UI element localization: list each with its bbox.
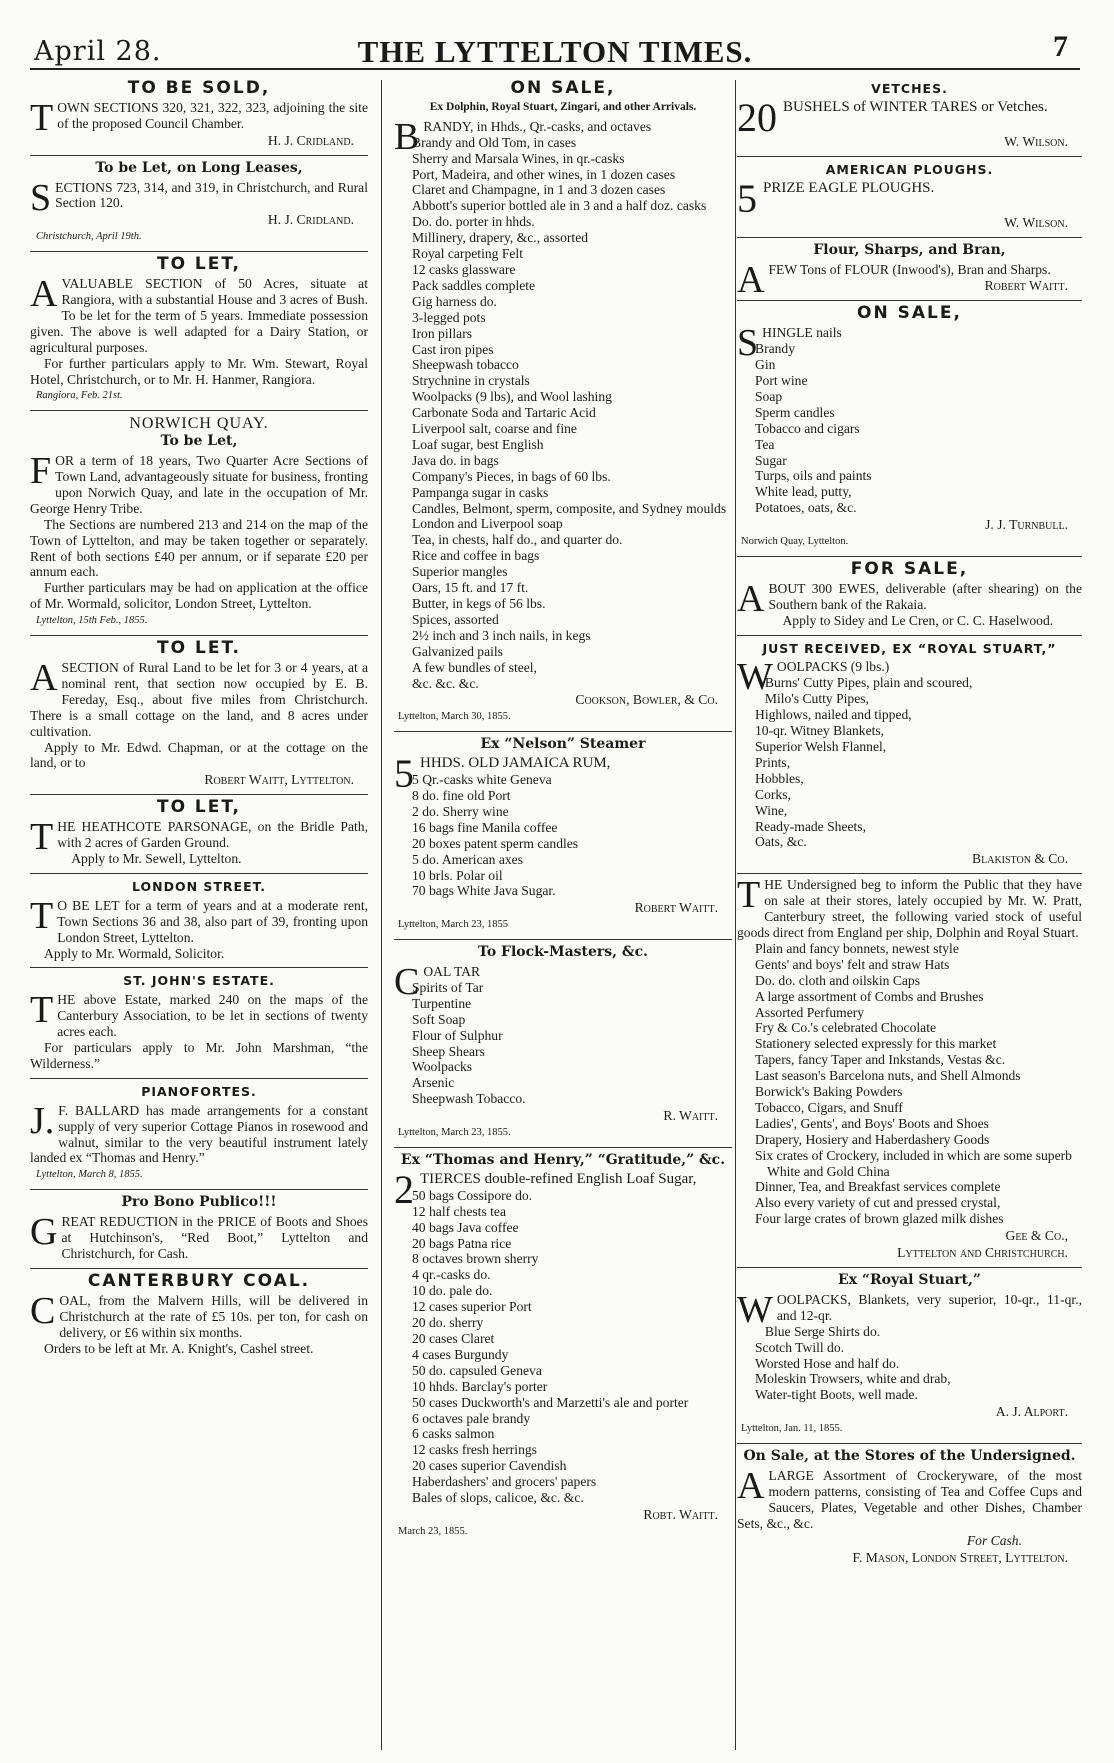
ad-date: Lyttelton, March 8, 1855. <box>36 1169 143 1181</box>
list-item: Scotch Twill do. <box>755 1339 845 1355</box>
column-rule <box>381 80 382 1750</box>
ad-paragraph: For further particulars apply to Mr. Wm. Stewart, Royal Hotel, Christchurch, or to Mr. H. Hanmer, Rangiora. <box>30 355 368 387</box>
ad-col1 <box>30 874 368 969</box>
ad-signature: Robert Waitt. <box>984 278 1068 294</box>
list-item: Ladies', Gents', and Boys' Boots and Shoes <box>755 1115 989 1131</box>
list-item: 12 half chests tea <box>412 1203 506 1219</box>
list-item: Soap <box>755 388 783 404</box>
list-item: Six crates of Crockery, included in which are some superb White and Gold China <box>755 1147 1072 1179</box>
item-list <box>394 980 732 1107</box>
list-item: 50 bags Cossipore do. <box>412 1187 533 1203</box>
list-item: Hobbles, <box>755 770 804 786</box>
list-item: Iron pillars <box>412 325 473 341</box>
ad-body: SECTIONS 723, 314, and 319, in Christchurch, and Rural Section 120. <box>30 176 368 219</box>
list-item: Moleskin Trowsers, white and drab, <box>755 1371 951 1387</box>
list-item: 50 cases Duckworth's and Marzetti's ale and porter <box>412 1394 689 1410</box>
list-item: Borwick's Baking Powders <box>755 1084 903 1100</box>
list-item: 70 bags White Java Sugar. <box>412 883 556 899</box>
list-item: Do. do. cloth and oilskin Caps <box>755 972 921 988</box>
ad-paragraph: Apply to Mr. Sewell, Lyttelton. <box>71 850 242 866</box>
list-item: Burns' Cutty Pipes, plain and scoured, <box>764 675 973 691</box>
ad-title: CANTERBURY COAL. <box>87 1270 311 1291</box>
ad-col1 <box>30 968 368 1078</box>
list-item: 20 do. sherry <box>412 1315 484 1331</box>
ad-body-text: BUSHELS of WINTER TARES or Vetches. <box>783 98 1048 115</box>
ad-title: AMERICAN PLOUGHS. <box>825 161 994 177</box>
ad-col1 <box>30 76 368 156</box>
list-item: &c. &c. &c. <box>412 675 479 691</box>
ad-date: Lyttelton, March 30, 1855. <box>398 711 511 723</box>
list-item: 5 do. American axes <box>412 851 523 867</box>
list-item: Turpentine <box>412 995 472 1011</box>
list-item: Corks, <box>755 786 791 802</box>
list-item: Cast iron pipes <box>412 341 494 357</box>
list-item: Butter, in kegs of 56 lbs. <box>412 596 546 611</box>
list-item: 20 boxes patent sperm candles <box>412 835 579 851</box>
ad-signature: W. Wilson. <box>1004 133 1068 149</box>
ad-date: Rangiora, Feb. 21st. <box>36 390 123 402</box>
item-list <box>737 1324 1082 1404</box>
list-item: Woolpacks <box>412 1059 473 1075</box>
list-item: Spices, assorted <box>412 611 499 627</box>
ad-undersigned-gee <box>737 874 1082 1268</box>
list-item: Tea <box>755 436 775 452</box>
ad-subtitle: To be Let, <box>160 433 238 450</box>
ad-body: THE HEATHCOTE PARSONAGE, on the Bridle Path, with 2 acres of Garden Ground. <box>30 816 368 859</box>
list-item: 40 bags Java coffee <box>412 1219 519 1235</box>
ad-title: TO LET, <box>156 797 242 818</box>
ad-signature: Robert Waitt. <box>634 900 718 916</box>
list-item: 12 casks fresh herrings <box>412 1442 537 1458</box>
ad-body <box>737 94 1082 140</box>
list-item: Port, Madeira, and other wines, in 1 dozen cases <box>412 166 676 182</box>
list-item: London and Liverpool soap <box>412 516 563 532</box>
ad-title: To be Let, on Long Leases, <box>95 159 303 176</box>
ad-royal-stuart <box>737 1268 1082 1444</box>
list-item: Gig harness do. <box>412 293 497 309</box>
ad-first-text: HHDS. OLD JAMAICA RUM, <box>420 755 611 772</box>
ad-body: WOOLPACKS, Blankets, very superior, 10-qr., 11-qr., and 12-qr. <box>737 1288 1082 1331</box>
ad-nelson-steamer <box>394 732 732 940</box>
list-item: 16 bags fine Manila coffee <box>412 819 558 835</box>
ad-first-line: SHINGLE nails <box>737 322 842 365</box>
ad-col1 <box>30 252 368 411</box>
list-item: Tobacco and cigars <box>755 420 860 436</box>
list-item: Potatoes, oats, &c. <box>755 500 857 516</box>
ad-body: AVALUABLE SECTION of 50 Acres, situate at Rangiora, with a substantial House and 3 acres of Bush. To be let for the term of 5 years. Immediate possession given. The above is well adapted for a Dairy Station, or agricultural purposes. <box>30 273 368 355</box>
list-item: Do. do. porter in hhds. <box>412 214 535 230</box>
ad-body <box>737 175 1082 221</box>
ad-col1 <box>30 795 368 874</box>
list-item: Port wine <box>755 372 808 388</box>
masthead <box>30 14 1080 70</box>
ad-vetches <box>737 76 1082 157</box>
list-item: Millinery, drapery, &c., assorted <box>412 230 589 246</box>
list-item: Stationery selected expressly for this market <box>755 1036 997 1052</box>
ad-date: Lyttelton, March 23, 1855. <box>398 1127 511 1139</box>
list-item: Dinner, Tea, and Breakfast services complete <box>755 1179 1001 1195</box>
list-item: Pampanga sugar in casks <box>412 484 549 500</box>
list-item: A large assortment of Combs and Brushes <box>755 988 984 1004</box>
ad-title: TO LET, <box>156 254 242 275</box>
ad-body: ASECTION of Rural Land to be let for 3 or 4 years, at a nominal rent, that section now occupied by E. B. Fereday, Esq., about five miles from Christchurch. There is a small cottage on the land, and 8 acres under cultivation. <box>30 657 368 739</box>
list-item: Four large crates of brown glazed milk dishes <box>755 1211 1004 1227</box>
drop-number: 20 <box>737 94 777 140</box>
ad-title: ON SALE, <box>857 303 962 324</box>
list-item: 20 bags Patna rice <box>412 1235 512 1251</box>
list-item: 6 casks salmon <box>412 1426 495 1442</box>
list-item: Candles, Belmont, sperm, composite, and Sydney moulds <box>412 500 727 516</box>
column-middle <box>394 76 732 1756</box>
ad-paragraph: Orders to be left at Mr. A. Knight's, Cashel street. <box>44 1340 314 1356</box>
list-item: 5 Qr.-casks white Geneva <box>412 772 552 788</box>
ad-signature-place: Lyttelton and Christchurch. <box>897 1245 1068 1261</box>
ad-note: For Cash. <box>966 1532 1022 1548</box>
ad-thomas-and-henry <box>394 1148 732 1546</box>
item-list <box>737 675 1082 850</box>
list-item: 8 octaves brown sherry <box>412 1251 539 1267</box>
ad-title: TO BE SOLD, <box>127 78 271 98</box>
ad-body: TOWN SECTIONS 320, 321, 322, 323, adjoining the site of the proposed Council Chamber. <box>30 96 368 139</box>
list-item: White lead, putty, <box>755 484 852 500</box>
ad-col1 <box>30 1190 368 1269</box>
ad-signature: A. J. Alport. <box>995 1404 1068 1420</box>
ad-body: TO BE LET for a term of years and at a moderate rent, Town Sections 36 and 38, also part of 39, fronting upon London Street, Lyttelton. <box>30 894 368 945</box>
ad-body: GREAT REDUCTION in the PRICE of Boots and Shoes at Hutchinson's, “Red Boot,” Lyttelton and Christchurch, for Cash. <box>30 1211 368 1261</box>
list-item: Brandy <box>755 341 796 357</box>
drop-number: 5 <box>394 751 414 797</box>
list-item: Prints, <box>755 754 791 770</box>
ad-col1 <box>30 156 368 253</box>
ad-paragraph: The Sections are numbered 213 and 214 on the map of the Town of Lyttelton, and may be taken together or separately. Rent of both sections £40 per annum, or if separate £20 per annum each. <box>30 516 368 580</box>
ad-title: FOR SALE, <box>850 558 969 579</box>
list-item: Also every variety of cut and pressed crystal, <box>755 1195 1001 1211</box>
list-item: 10 hhds. Barclay's porter <box>412 1378 548 1394</box>
ad-just-received <box>737 636 1082 875</box>
ad-body-text: PRIZE EAGLE PLOUGHS. <box>763 179 935 196</box>
ad-american-ploughs <box>737 157 1082 238</box>
ad-title: ON SALE, <box>510 78 616 98</box>
column-right <box>737 76 1082 1756</box>
list-item: Rice and coffee in bags <box>412 548 540 564</box>
list-item: Spirits of Tar <box>412 979 484 995</box>
ad-title: TO LET. <box>157 638 241 659</box>
list-item: 12 casks glassware <box>412 261 516 277</box>
ad-date: Christchurch, April 19th. <box>36 231 142 243</box>
ad-date: Lyttelton, March 23, 1855 <box>398 919 508 931</box>
ad-for-sale-ewes <box>737 557 1082 636</box>
list-item: 2 do. Sherry wine <box>412 803 509 819</box>
list-item: Pack saddles complete <box>412 277 536 293</box>
list-item: Sheepwash tobacco <box>412 357 519 373</box>
ad-body: J.F. BALLARD has made arrangements for a constant supply of very superior Cottage Pianos in rosewood and walnut, similar to the very beautiful instrument lately landed ex “Thomas and Henry.” <box>30 1099 368 1166</box>
ad-col1 <box>30 1079 368 1190</box>
list-item: Liverpool salt, coarse and fine <box>412 421 577 437</box>
ad-signature: Robert Waitt, Lyttelton. <box>204 772 354 788</box>
list-item: Worsted Hose and half do. <box>755 1355 900 1371</box>
ad-first-line: WOOLPACKS (9 lbs.) <box>737 656 890 699</box>
ad-title: JUST RECEIVED, EX “ROYAL STUART,” <box>762 640 1057 656</box>
list-item: Plain and fancy bonnets, newest style <box>755 940 959 956</box>
ad-title: Ex “Royal Stuart,” <box>838 1272 981 1288</box>
item-list <box>394 135 732 692</box>
list-item: Woolpacks (9 lbs), and Wool lashing <box>412 389 612 405</box>
list-item: A few bundles of steel, <box>412 659 537 675</box>
list-item: Brandy and Old Tom, in cases <box>412 134 577 150</box>
issue-date: April 28. <box>34 36 162 67</box>
list-item: Wine, <box>755 802 788 818</box>
list-item: Company's Pieces, in bags of 60 lbs. <box>412 468 611 484</box>
ad-first-text: TIERCES double-refined English Loaf Sugar, <box>420 1170 697 1187</box>
list-item: Turps, oils and paints <box>755 468 872 484</box>
ad-col1 <box>30 636 368 795</box>
ad-body: ALARGE Assortment of Crockeryware, of the most modern patterns, consisting of Tea and Coffee Cups and Saucers, Plates, Vegetable and other Dishes, Chamber Sets, &c., &c. <box>737 1464 1082 1531</box>
list-item: Superior Welsh Flannel, <box>755 739 887 754</box>
ad-title: LONDON STREET. <box>131 878 267 894</box>
ad-signature: H. J. Cridland. <box>267 212 354 228</box>
ad-signature: Blakiston & Co. <box>972 851 1068 867</box>
ad-signature: Cookson, Bowler, & Co. <box>575 692 718 708</box>
list-item: Carbonate Soda and Tartaric Acid <box>412 405 596 421</box>
list-item: 20 cases Claret <box>412 1330 495 1346</box>
ad-col1 <box>30 411 368 636</box>
ad-title: Ex “Thomas and Henry,” “Gratitude,” &c. <box>400 1152 726 1168</box>
list-item: Java do. in bags <box>412 452 499 468</box>
list-item: Oars, 15 ft. and 17 ft. <box>412 580 529 596</box>
ad-on-sale-turnbull <box>737 301 1082 557</box>
list-item: Sheep Shears <box>412 1043 485 1059</box>
drop-number: 2 <box>394 1166 414 1212</box>
ad-date: Lyttelton, Jan. 11, 1855. <box>741 1423 843 1435</box>
item-list <box>394 1188 732 1506</box>
ad-title: Flour, Sharps, and Bran, <box>813 241 1006 258</box>
ad-signature: H. J. Cridland. <box>267 132 354 148</box>
ad-title: VETCHES. <box>871 81 948 96</box>
list-item: Claret and Champagne, in 1 and 3 dozen cases <box>412 182 666 198</box>
list-item: Galvanized pails <box>412 643 503 659</box>
list-item: Gin <box>755 357 776 373</box>
ad-body: COAL, from the Malvern Hills, will be delivered in Christchurch at the rate of £5 10s. per ton, for cash on delivery, or £6 within six months. <box>30 1289 368 1340</box>
list-item: 6 octaves pale brandy <box>412 1410 531 1426</box>
list-item: 12 cases superior Port <box>412 1299 532 1315</box>
ad-paragraph: Apply to Sidey and Le Cren, or C. C. Haselwood. <box>782 612 1054 628</box>
list-item: 8 do. fine old Port <box>412 787 511 803</box>
list-item: 50 do. capsuled Geneva <box>412 1362 542 1378</box>
list-item: Sherry and Marsala Wines, in qr.-casks <box>412 150 625 166</box>
list-item: 20 cases superior Cavendish <box>412 1458 567 1474</box>
list-item: Highlows, nailed and tipped, <box>755 707 912 723</box>
list-item: Strychnine in crystals <box>412 373 530 389</box>
list-item: Drapery, Hosiery and Haberdashery Goods <box>755 1131 990 1147</box>
ad-on-sale-stores <box>737 1444 1082 1571</box>
list-item: Sperm candles <box>755 404 835 420</box>
list-item: Loaf sugar, best English <box>412 436 544 452</box>
list-item: Bales of slops, calicoe, &c. &c. <box>412 1490 584 1506</box>
ad-title: On Sale, at the Stores of the Undersigned. <box>743 1448 1076 1465</box>
list-item: 4 cases Burgundy <box>412 1346 509 1362</box>
ad-body: FOR a term of 18 years, Two Quarter Acre Sections of Town Land, advantageously situate for business, fronting upon Norwich Quay, and late in the occupation of Mr. George Henry Tribe. <box>30 450 368 516</box>
ad-flour <box>737 238 1082 302</box>
ad-title: Ex “Nelson” Steamer <box>480 736 646 753</box>
list-item: Last season's Barcelona nuts, and Shell Almonds <box>755 1068 1021 1084</box>
ad-body: THE Undersigned beg to inform the Public that they have on sale at their stores, lately occupied by Mr. W. Pratt, Canterbury street, the following varied stock of useful goods direct from England per ship, Dolphin and Royal Stuart. <box>737 874 1082 940</box>
ad-title: Pro Bono Publico!!! <box>121 1194 277 1211</box>
item-list <box>394 772 732 899</box>
ad-title: To Flock-Masters, &c. <box>478 944 648 961</box>
list-item: Flour of Sulphur <box>412 1027 503 1043</box>
ad-signature: Gee & Co., <box>1005 1228 1068 1244</box>
drop-number: 5 <box>737 175 757 221</box>
ad-title: NORWICH QUAY. <box>129 415 269 433</box>
newspaper-title: THE LYTTELTON TIMES. <box>357 34 753 69</box>
list-item: 10 brls. Polar oil <box>412 867 503 883</box>
ad-title: PIANOFORTES. <box>141 1083 257 1099</box>
list-item: 2½ inch and 3 inch nails, in kegs <box>412 627 591 643</box>
list-item: Ready-made Sheets, <box>755 818 866 834</box>
column-left <box>30 76 368 1756</box>
list-item: Water-tight Boots, well made. <box>755 1387 918 1403</box>
ad-paragraph: For particulars apply to Mr. John Marshman, “the Wilderness.” <box>30 1040 368 1071</box>
ad-flock-masters <box>394 940 732 1148</box>
ad-signature: Robt. Waitt. <box>643 1506 718 1522</box>
list-item: 3-legged pots <box>412 309 486 325</box>
list-item: Abbott's superior bottled ale in 3 and a half doz. casks <box>412 198 707 214</box>
ad-date: March 23, 1855. <box>398 1525 468 1537</box>
ad-paragraph: Apply to Mr. Edwd. Chapman, or at the cottage on the land, or to <box>30 739 368 771</box>
list-item: Gents' and boys' felt and straw Hats <box>755 956 950 972</box>
item-list <box>737 341 1082 516</box>
list-item: Soft Soap <box>412 1011 466 1027</box>
ad-on-sale-cookson <box>394 76 732 732</box>
list-item: Assorted Perfumery <box>755 1004 865 1020</box>
ad-date: Norwich Quay, Lyttelton. <box>741 536 849 548</box>
list-item: 10-qr. Witney Blankets, <box>755 723 885 739</box>
ad-first-line: COAL TAR <box>394 961 481 1004</box>
list-item: Milo's Cutty Pipes, <box>764 691 869 707</box>
list-item: Oats, &c. <box>755 834 807 850</box>
ad-col1 <box>30 1269 368 1363</box>
ad-body: AFEW Tons of FLOUR (Inwood's), Bran and Sharps. <box>737 258 1051 301</box>
list-item: Blue Serge Shirts do. <box>764 1323 881 1339</box>
list-item: Superior mangles <box>412 564 508 580</box>
list-item: Tapers, fancy Taper and Inkstands, Vestas &c. <box>755 1052 1006 1068</box>
list-item: Haberdashers' and grocers' papers <box>412 1474 597 1490</box>
list-item: Arsenic <box>412 1075 455 1091</box>
column-rule <box>735 80 736 1750</box>
ad-date: Lyttelton, 15th Feb., 1855. <box>36 615 148 627</box>
ad-first-line: BRANDY, in Hhds., Qr.-casks, and octaves <box>394 115 652 158</box>
ad-subtitle: Ex Dolphin, Royal Stuart, Zingari, and other Arrivals. <box>429 100 697 113</box>
ad-signature: J. J. Turnbull. <box>985 517 1068 533</box>
ad-body: THE above Estate, marked 240 on the maps of the Canterbury Association, to be let in sections of twenty acres each. <box>30 989 368 1040</box>
ad-paragraph: Further particulars may be had on application at the office of Mr. Wormald, solicitor, London Street, Lyttelton. <box>30 580 368 612</box>
ad-signature: F. Mason, London Street, Lyttelton. <box>852 1549 1068 1565</box>
list-item: Tobacco, Cigars, and Snuff <box>755 1099 903 1115</box>
list-item: Sugar <box>755 452 787 468</box>
ad-signature: W. Wilson. <box>1004 214 1068 230</box>
list-item: Sheepwash Tobacco. <box>412 1091 526 1107</box>
ad-title: ST. JOHN'S ESTATE. <box>123 973 275 989</box>
ad-signature: R. Waitt. <box>663 1108 718 1124</box>
list-item: Tea, in chests, half do., and quarter do. <box>412 532 623 548</box>
ad-paragraph: Apply to Mr. Wormald, Solicitor. <box>44 945 225 961</box>
item-list <box>737 941 1082 1227</box>
ad-body: ABOUT 300 EWES, deliverable (after shearing) on the Southern bank of the Rakaia. <box>737 577 1082 620</box>
list-item: Royal carpeting Felt <box>412 246 523 262</box>
list-item: 10 do. pale do. <box>412 1283 493 1299</box>
page-number: 7 <box>1053 30 1068 63</box>
list-item: Fry & Co.'s celebrated Chocolate <box>755 1020 937 1036</box>
list-item: 4 qr.-casks do. <box>412 1267 491 1283</box>
